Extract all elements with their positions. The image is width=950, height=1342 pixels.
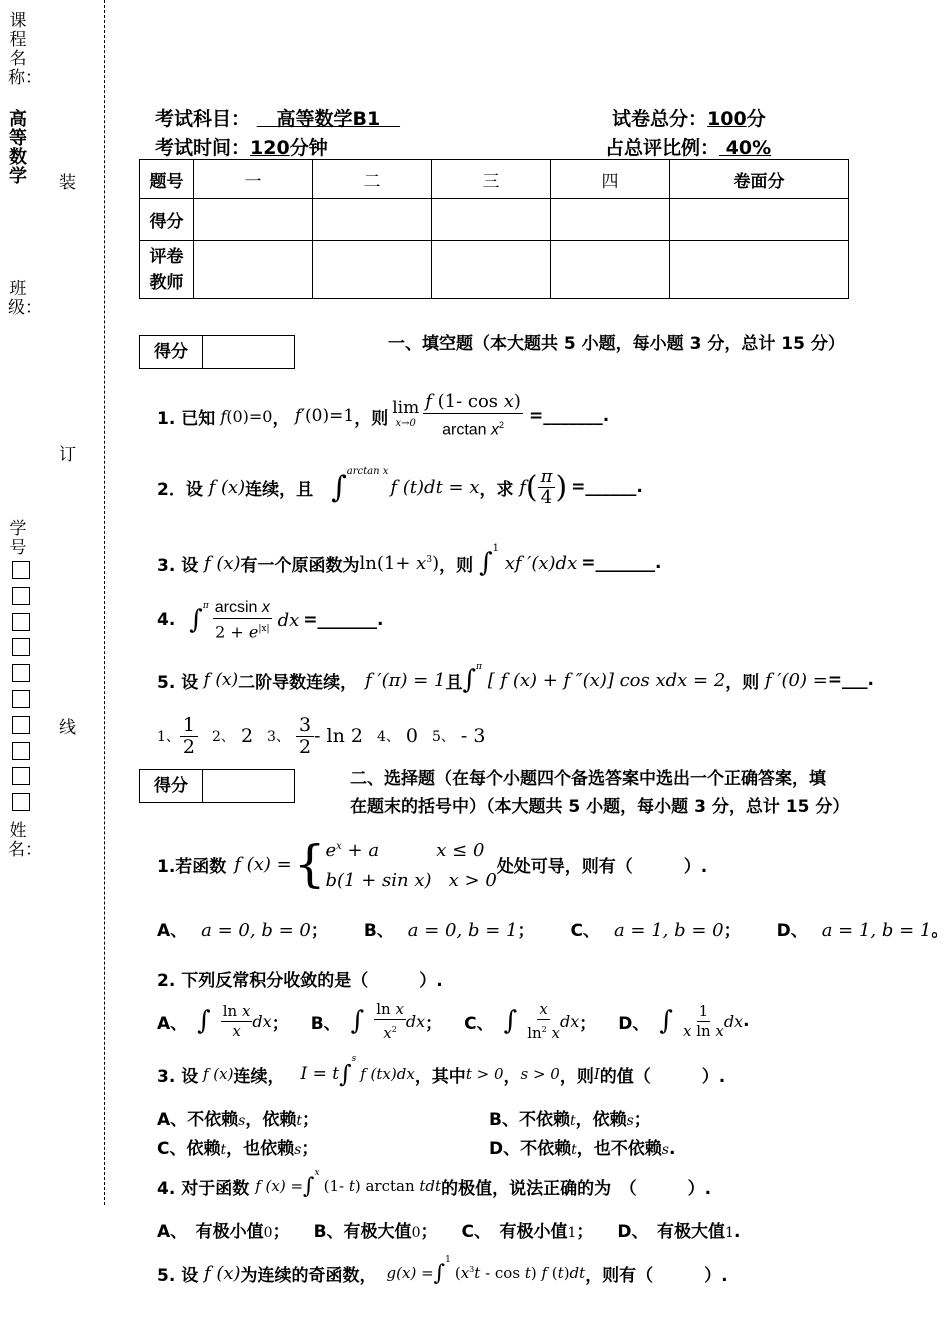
row-label-number: 题号 <box>140 160 194 199</box>
grader-cell[interactable] <box>670 241 849 299</box>
score-cell[interactable] <box>194 199 313 241</box>
s1-question-1: 1. 已知 f(0)=0 ， f′(0)=1 ，则 lim x→0 $\frac{\text{f (1- cos x)}}{\arctan x^2}$ =_______. <box>157 390 610 439</box>
section2-title-line1: 二、选择题（在每个小题四个备选答案中选出一个正确答案，填 <box>350 769 826 789</box>
student-id-box[interactable] <box>12 742 30 760</box>
ratio-label: 占总评比例： <box>605 137 720 159</box>
total-value: 100 <box>707 108 747 130</box>
bind-char-ding: 订 <box>59 445 76 465</box>
score-box-label: 得分 <box>140 770 203 802</box>
s1-question-4: 4. ∫ π arcsin x $2 + e^{|x|}$ dx =_______. <box>157 599 384 642</box>
s1-answers: 1、 1 2 2、 2 3、 3 2 - ln 2 4、 0 5、 - 3 <box>157 713 486 758</box>
col-total: 卷面分 <box>670 160 849 199</box>
subject-label: 考试科目： <box>155 108 251 130</box>
score-cell[interactable] <box>432 199 551 241</box>
option-a[interactable]: A、 ∫ ln x x dx ； <box>157 1001 289 1040</box>
s2-q4-options <box>157 1213 740 1245</box>
grader-cell[interactable] <box>313 241 432 299</box>
s2-question-5: 5. 设 f (x) 为连续的奇函数， g(x) = ∫ 1 ($x^3t$ - cos t) f (t)dt ，则有（ ）. <box>157 1255 728 1286</box>
grader-cell[interactable] <box>194 241 313 299</box>
s1-question-3: 3. 设 f (x) 有一个原函数为 $\ln(1+ x^3)$ ，则 ∫ 1 xf ′(x)dx =_______. <box>157 543 662 578</box>
option-b[interactable]: B、 ∫ ln x $x^2$ dx ； <box>310 999 443 1042</box>
student-id-box[interactable] <box>12 793 30 811</box>
option-d[interactable]: D、 a = 1, b = 1。 <box>776 919 949 941</box>
option-c[interactable]: C、 有极小值1； <box>461 1221 594 1242</box>
section2-score-box[interactable] <box>139 769 295 803</box>
student-id-box[interactable] <box>12 587 30 605</box>
total-label: 试卷总分： <box>612 108 708 130</box>
s2-q3-option-a[interactable]: A、不依赖s，依赖t； <box>157 1110 319 1130</box>
section1-score-box[interactable] <box>139 335 295 369</box>
score-cell[interactable] <box>670 199 849 241</box>
s2-question-1: 1.若函数 f (x) = { $e^x + a$ x ≤ 0 b(1 + sin x) x > 0 处处可导，则有（ ）. <box>157 835 708 893</box>
col-3: 三 <box>432 160 551 199</box>
ratio-value: 40% <box>725 137 772 159</box>
option-b[interactable]: B、有极大值0； <box>313 1221 438 1242</box>
s2-q3-option-b[interactable]: B、不依赖t，依赖s； <box>489 1110 651 1130</box>
score-cell[interactable] <box>551 199 670 241</box>
student-id-box[interactable] <box>12 690 30 708</box>
option-a[interactable]: A、 a = 0, b = 0； <box>157 919 328 941</box>
option-d[interactable]: D、 有极大值1. <box>617 1221 741 1242</box>
student-id-box[interactable] <box>12 767 30 785</box>
score-table <box>139 159 849 299</box>
s2-q1-options <box>157 910 948 946</box>
student-id-label: 学号 <box>9 519 27 558</box>
exam-subject-line <box>155 104 400 131</box>
name-label: 姓名： <box>8 821 42 860</box>
time-label: 考试时间： <box>155 137 251 159</box>
student-id-box[interactable] <box>12 716 30 734</box>
score-box-label: 得分 <box>140 336 203 368</box>
student-id-box[interactable] <box>12 613 30 631</box>
col-1: 一 <box>194 160 313 199</box>
s2-q3-option-c[interactable]: C、依赖t，也依赖s； <box>157 1139 319 1159</box>
subject-value: 高等数学B1 <box>276 108 381 130</box>
s2-question-3: 3. 设 f (x) 连续， I = t ∫ s f (tx)dx ，其中 t > 0 ， s > 0 ，则 I 的值（ ）. <box>157 1054 726 1088</box>
student-id-box[interactable] <box>12 664 30 682</box>
total-unit: 分 <box>746 108 766 130</box>
grader-cell[interactable] <box>432 241 551 299</box>
s2-q2-options <box>157 996 750 1046</box>
s2-question-4: 4. 对于函数 f (x) = ∫ x (1- t) arctan tdt 的极值，说法正确的为 （ ）. <box>157 1168 712 1199</box>
option-a[interactable]: A、 有极小值0； <box>157 1221 290 1242</box>
time-unit: 分钟 <box>289 137 328 159</box>
score-cell[interactable] <box>313 199 432 241</box>
option-d[interactable]: D、 ∫ 1 x ln x dx . <box>618 1001 750 1040</box>
exam-ratio-line <box>605 133 771 160</box>
course-name-label: 课程名称： <box>8 11 42 88</box>
section2-title-line2: 在题末的括号中）（本大题共 5 小题，每小题 3 分，总计 15 分） <box>350 797 850 817</box>
binding-line <box>104 0 105 1205</box>
exam-time-line <box>155 133 328 160</box>
s1-question-5: 5. 设 f (x) 二阶导数连续， f ′(π) = 1 且 ∫ π [ f (x) + f ″(x)] cos xdx = 2 ，则 f ′(0) = =___. <box>157 662 874 695</box>
s2-q3-option-d[interactable]: D、不依赖t，也不依赖s. <box>489 1139 676 1159</box>
exam-total-line <box>612 104 766 131</box>
student-id-box[interactable] <box>12 638 30 656</box>
col-2: 二 <box>313 160 432 199</box>
time-value: 120 <box>250 137 290 159</box>
s2-question-2: 2. 下列反常积分收敛的是（ ）. <box>157 971 443 991</box>
bind-char-xian: 线 <box>59 718 76 738</box>
option-b[interactable]: B、 a = 0, b = 1； <box>363 919 535 941</box>
student-id-box[interactable] <box>12 561 30 579</box>
section1-title: 一、填空题（本大题共 5 小题，每小题 3 分，总计 15 分） <box>388 334 845 354</box>
row-label-score: 得分 <box>140 199 194 241</box>
bind-char-zhuang: 装 <box>59 173 76 193</box>
option-c[interactable]: C、 ∫ x $\ln^2 x$ dx ； <box>464 999 597 1042</box>
course-name-value: 高等数学 <box>9 109 27 187</box>
s1-question-2: 2．设 f (x) 连续，且 ∫ arctan x f (t)dt = x ，求 f ( π 4 ) =______. <box>157 465 643 508</box>
row-label-grader: 评卷教师 <box>140 241 194 299</box>
class-label: 班级： <box>8 279 42 318</box>
col-4: 四 <box>551 160 670 199</box>
option-c[interactable]: C、 a = 1, b = 0； <box>570 919 741 941</box>
grader-cell[interactable] <box>551 241 670 299</box>
